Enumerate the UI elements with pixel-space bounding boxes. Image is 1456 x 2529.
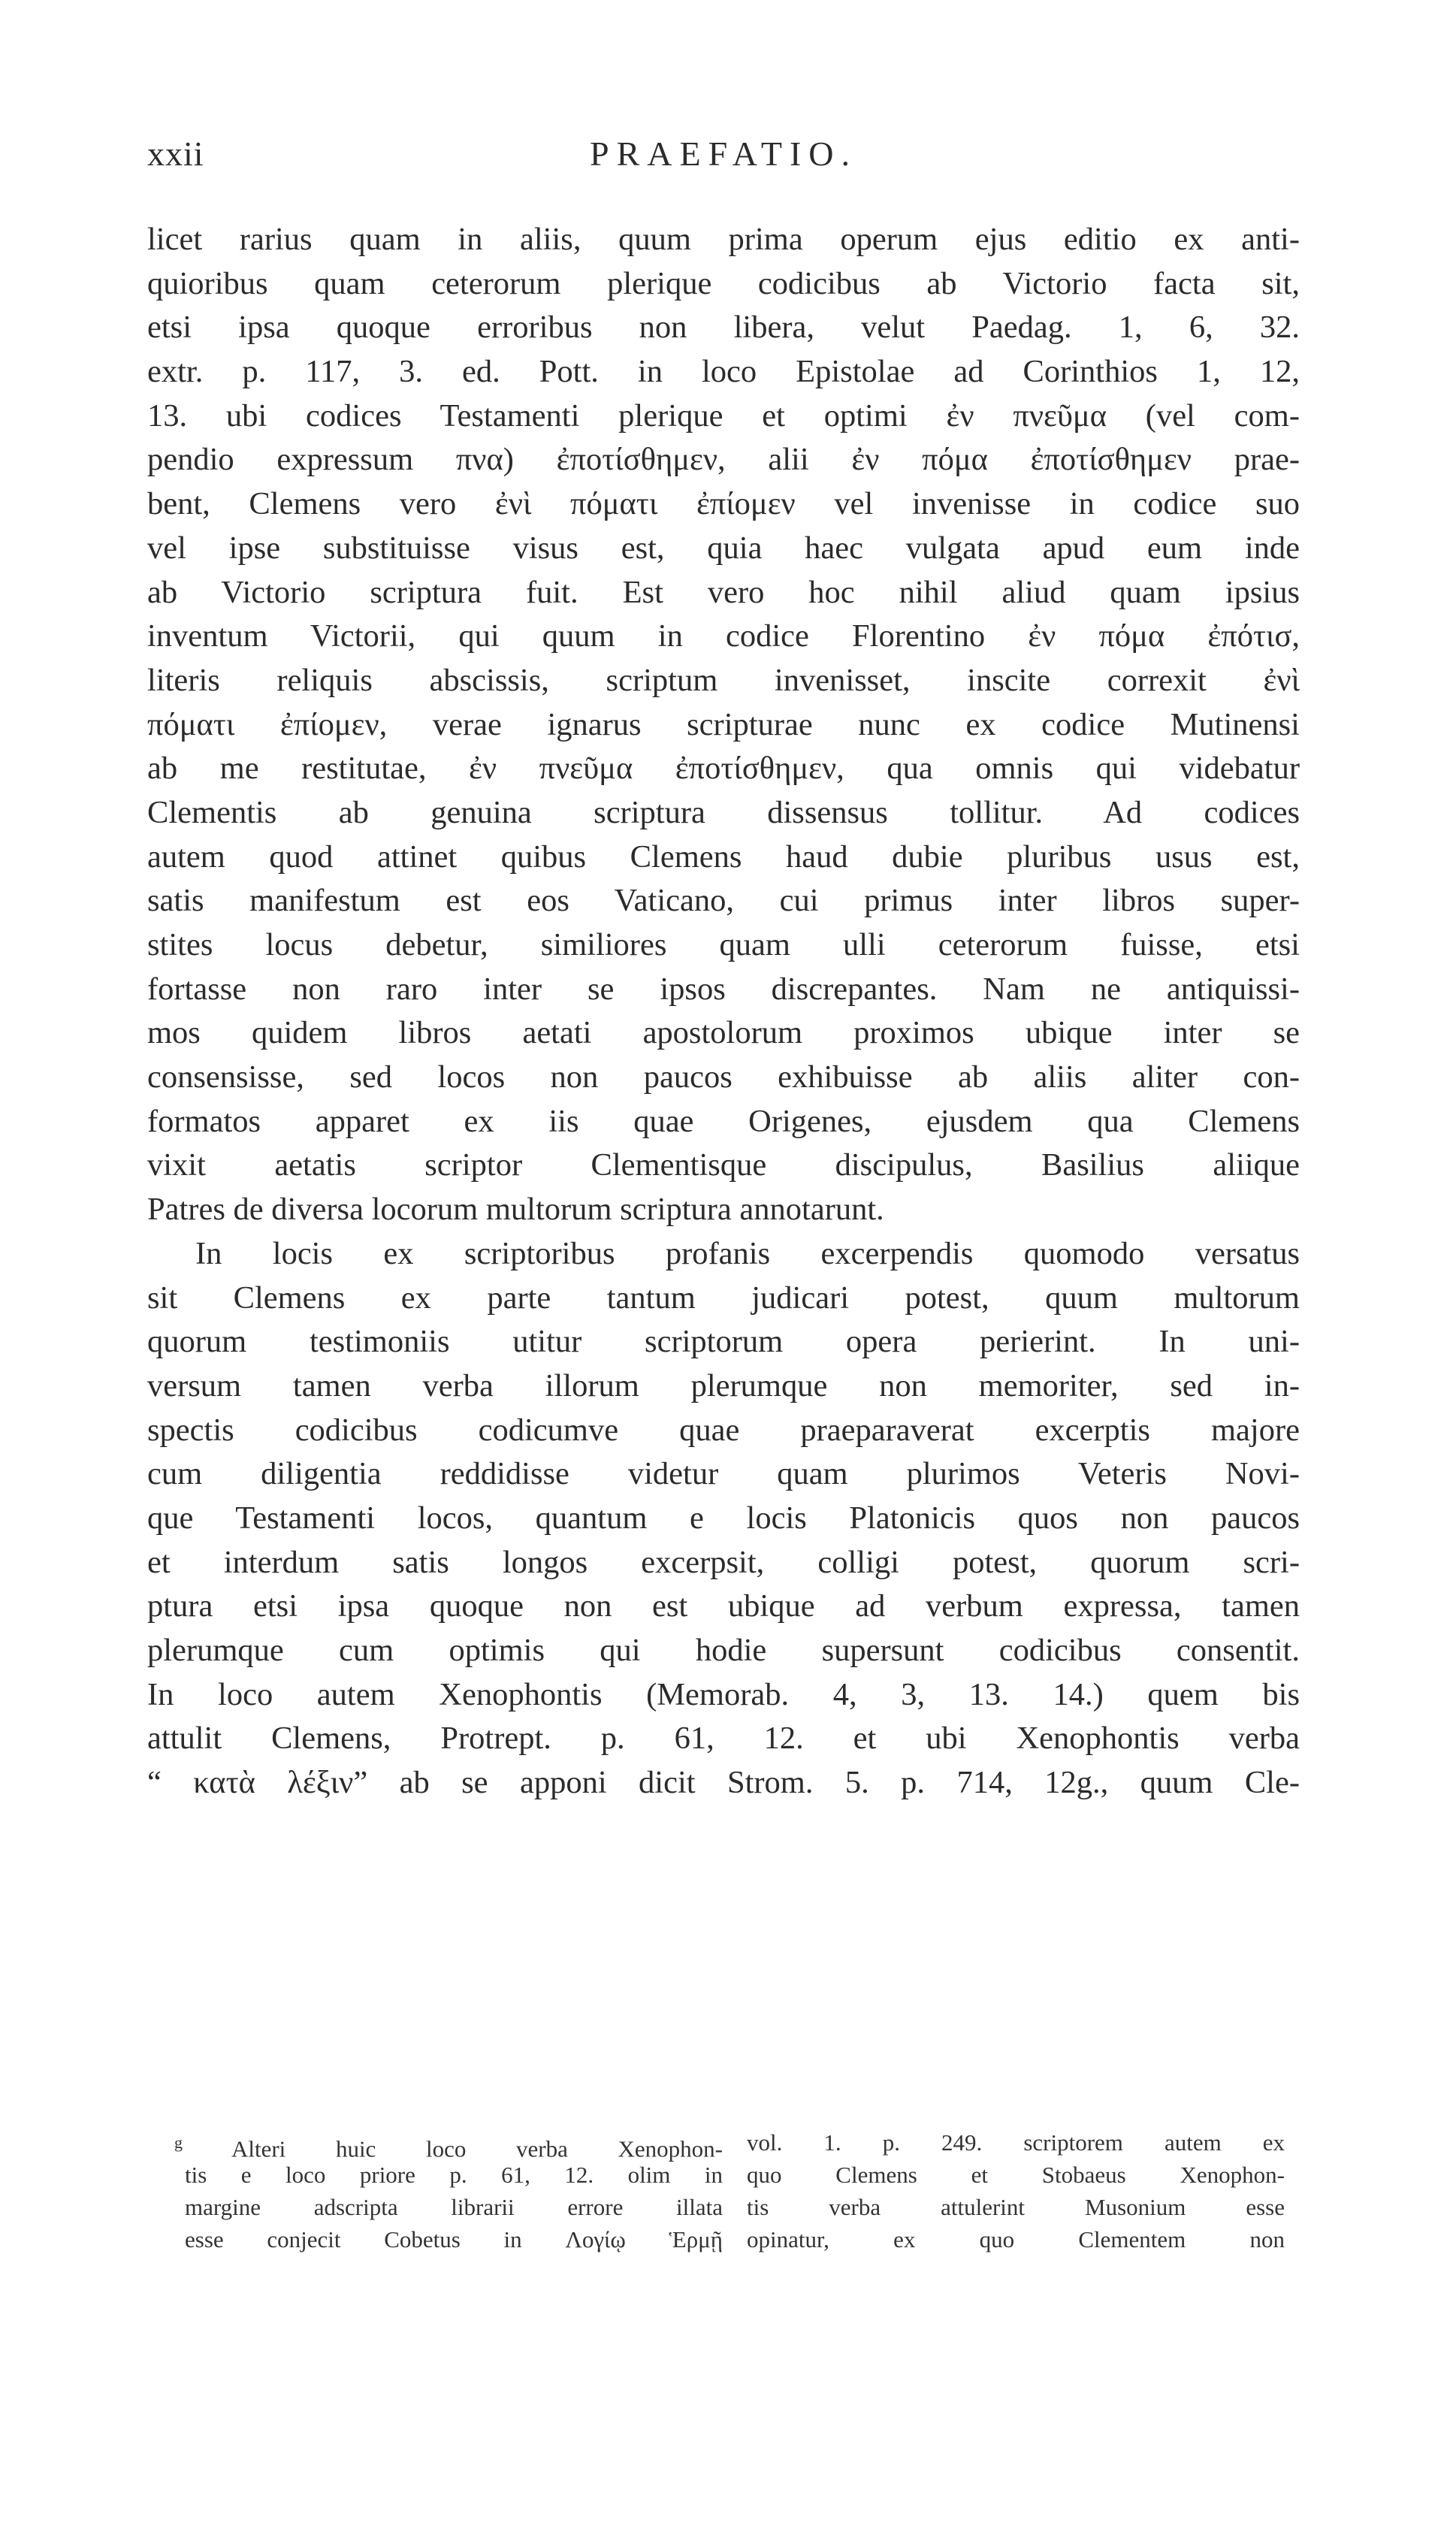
text-line: inventum Victorii, qui quum in codice Florentino ἐν πόμα ἐπότισ, <box>147 618 1300 654</box>
text-line: ab me restitutae, ἐν πνεῦμα ἐποτίσθημεν, qua omnis qui videbatur <box>147 751 1300 787</box>
text-line: bent, Clemens vero ἐνὶ πόματι ἐπίομεν vel invenisse in codice suo <box>147 486 1300 522</box>
text-line: fortasse non raro inter se ipsos discrepantes. Nam ne antiquissi- <box>147 971 1300 1007</box>
footnote-line: esse conjecit Cobetus in Λογίῳ Ἑρμῇ <box>185 2226 723 2253</box>
text-line: stites locus debetur, similiores quam ulli ceterorum fuisse, etsi <box>147 927 1300 962</box>
text-line: spectis codicibus codicumve quae praeparaverat excerptis majore <box>147 1412 1300 1448</box>
text-line: vel ipse substituisse visus est, quia haec vulgata apud eum inde <box>147 530 1300 566</box>
text-line: ptura etsi ipsa quoque non est ubique ad verbum expressa, tamen <box>147 1588 1300 1624</box>
footnote-right-column <box>747 2126 1285 2256</box>
text-line: πόματι ἐπίομεν, verae ignarus scripturae nunc ex codice Mutinensi <box>147 706 1300 742</box>
text-line: mos quidem libros aetati apostolorum proximos ubique inter se <box>147 1015 1300 1051</box>
footnote-line: vol. 1. p. 249. scriptorem autem ex <box>747 2129 1285 2156</box>
text-line: pendio expressum πνα) ἐποτίσθημεν, alii ἐν πόμα ἐποτίσθημεν prae- <box>147 442 1300 478</box>
running-title: PRAEFATIO. <box>589 134 857 173</box>
footnote-line <box>174 2126 723 2162</box>
page-header <box>147 134 1300 186</box>
text-line: ab Victorio scriptura fuit. Est vero hoc nihil aliud quam ipsius <box>147 574 1300 610</box>
text-line: plerumque cum optimis qui hodie supersunt codicibus consentit. <box>147 1633 1300 1668</box>
main-text-block <box>147 218 1300 1805</box>
text-line: vixit aetatis scriptor Clementisque discipulus, Basilius aliique <box>147 1147 1300 1183</box>
text-line: autem quod attinet quibus Clemens haud dubie pluribus usus est, <box>147 838 1300 875</box>
text-line: sit Clemens ex parte tantum judicari potest, quum multorum <box>147 1280 1300 1316</box>
page-number: xxii <box>147 134 204 173</box>
text-line: satis manifestum est eos Vaticano, cui primus inter libros super- <box>147 883 1300 919</box>
footnote-line: opinatur, ex quo Clementem non <box>747 2226 1285 2253</box>
text-line: attulit Clemens, Protrept. p. 61, 12. et ubi Xenophontis verba <box>147 1721 1300 1757</box>
text-line: que Testamenti locos, quantum e locis Platonicis quos non paucos <box>147 1500 1300 1536</box>
footnote-line-text: Alteri huic loco verba Xenophon- <box>231 2135 723 2162</box>
text-line: extr. p. 117, 3. ed. Pott. in loco Epistolae ad Corinthios 1, 12, <box>147 354 1300 390</box>
footnote-left-column <box>174 2126 723 2256</box>
text-line: literis reliquis abscissis, scriptum invenisset, inscite correxit ἐνὶ <box>147 662 1300 698</box>
text-line: formatos apparet ex iis quae Origenes, ejusdem qua Clemens <box>147 1103 1300 1139</box>
footnote-line: quo Clemens et Stobaeus Xenophon- <box>747 2162 1285 2188</box>
text-line: consensisse, sed locos non paucos exhibuisse ab aliis aliter con- <box>147 1059 1300 1095</box>
paragraph-end-line: Patres de diversa locorum multorum scriptura annotarunt. <box>147 1192 884 1228</box>
text-line: Clementis ab genuina scriptura dissensus tollitur. Ad codices <box>147 794 1300 830</box>
footnote-marker: g <box>174 2133 183 2152</box>
footnote-line: tis e loco priore p. 61, 12. olim in <box>185 2162 723 2188</box>
text-line: quioribus quam ceterorum plerique codicibus ab Victorio facta sit, <box>147 265 1300 301</box>
footnote-line: margine adscripta librarii errore illata <box>185 2194 723 2220</box>
text-line: quorum testimoniis utitur scriptorum opera perierint. In uni- <box>147 1324 1300 1360</box>
text-line: etsi ipsa quoque erroribus non libera, velut Paedag. 1, 6, 32. <box>147 310 1300 346</box>
text-line: licet rarius quam in aliis, quum prima operum ejus editio ex anti- <box>147 222 1300 257</box>
footnote-line: tis verba attulerint Musonium esse <box>747 2194 1285 2220</box>
text-line: cum diligentia reddidisse videtur quam plurimos Veteris Novi- <box>147 1456 1300 1492</box>
text-line: In loco autem Xenophontis (Memorab. 4, 3, 13. 14.) quem bis <box>147 1676 1300 1712</box>
text-line: et interdum satis longos excerpsit, colligi potest, quorum scri- <box>147 1544 1300 1580</box>
paragraph-start-line: In locis ex scriptoribus profanis excerpendis quomodo versatus <box>195 1235 1300 1271</box>
text-line: 13. ubi codices Testamenti plerique et optimi ἐν πνεῦμα (vel com- <box>147 397 1300 434</box>
text-line: versum tamen verba illorum plerumque non memoriter, sed in- <box>147 1367 1300 1403</box>
text-line: “ κατὰ λέξιν” ab se apponi dicit Strom. 5. p. 714, 12g., quum Cle- <box>147 1765 1300 1801</box>
